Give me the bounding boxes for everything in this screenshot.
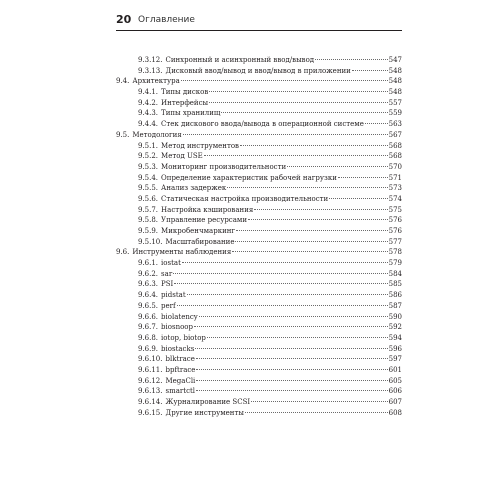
toc-entry-page: 601 bbox=[388, 365, 402, 374]
toc-entry-number: 9.4.3. bbox=[138, 109, 159, 118]
toc-dot-leader bbox=[173, 273, 387, 274]
toc-dot-leader bbox=[183, 134, 388, 135]
toc-dot-leader bbox=[235, 241, 387, 242]
toc-entry-number: 9.6.3. bbox=[138, 280, 159, 289]
toc-entry-page: 607 bbox=[388, 398, 402, 406]
toc-entry-number: 9.5.7. bbox=[138, 205, 159, 214]
toc-entry-title: iostat bbox=[161, 259, 181, 268]
toc-entry-page: 605 bbox=[388, 376, 402, 385]
toc-entry-number: 9.5. bbox=[116, 130, 130, 139]
toc-entry-title: Журналирование SCSI bbox=[165, 398, 251, 406]
toc-entry-number: 9.6.12. bbox=[138, 376, 163, 385]
toc-subsection-entry bbox=[116, 354, 402, 365]
toc-entry-number: 9.6.14. bbox=[138, 398, 163, 406]
toc-entry-page: 570 bbox=[388, 162, 402, 171]
toc-entry-page: 597 bbox=[388, 355, 402, 364]
toc-subsection-entry bbox=[116, 215, 402, 226]
toc-entry-title: biosnoop bbox=[161, 323, 193, 332]
toc-entry-title: Стек дискового ввода/вывода в операционной системе bbox=[161, 120, 364, 129]
toc-entry-title: biostacks bbox=[161, 344, 195, 353]
toc-entry-page: 574 bbox=[388, 194, 402, 203]
toc-entry-page: 577 bbox=[388, 237, 402, 246]
toc-entry-title: perf bbox=[161, 301, 176, 310]
toc-dot-leader bbox=[338, 177, 388, 178]
toc-entry-page: 548 bbox=[388, 66, 402, 75]
toc-entry-number: 9.6.15. bbox=[138, 408, 163, 417]
toc-entry-number: 9.6.6. bbox=[138, 312, 159, 321]
toc-entry-title: Анализ задержек bbox=[161, 184, 227, 193]
toc-entry-number: 9.5.10. bbox=[138, 237, 163, 246]
toc-dot-leader bbox=[196, 358, 388, 359]
toc-dot-leader bbox=[177, 305, 388, 306]
toc-entry-number: 9.4.4. bbox=[138, 120, 159, 129]
toc-dot-leader bbox=[287, 166, 387, 167]
toc-entry-number: 9.6.1. bbox=[138, 259, 159, 268]
toc-entry-title: Другие инструменты bbox=[165, 408, 244, 417]
toc-entry-title: Микробенчмаркинг bbox=[161, 227, 236, 235]
toc-subsection-entry bbox=[116, 66, 402, 77]
toc-dot-leader bbox=[254, 209, 387, 210]
toc-dot-leader bbox=[315, 59, 388, 60]
toc-entry-title: Интерфейсы bbox=[161, 98, 209, 107]
toc-dot-leader bbox=[227, 187, 387, 188]
toc-entry-page: 606 bbox=[388, 387, 402, 396]
table-of-contents bbox=[116, 55, 402, 418]
toc-entry-page: 575 bbox=[388, 205, 402, 214]
toc-subsection-entry bbox=[116, 87, 402, 98]
running-title: Оглавление bbox=[138, 15, 195, 25]
toc-dot-leader bbox=[236, 230, 388, 231]
toc-entry-title: smartctl bbox=[165, 387, 196, 396]
toc-subsection-entry bbox=[116, 386, 402, 397]
toc-subsection-entry bbox=[116, 322, 402, 333]
toc-dot-leader bbox=[187, 294, 388, 295]
toc-entry-page: 587 bbox=[388, 301, 402, 310]
toc-dot-leader bbox=[199, 316, 388, 317]
toc-entry-number: 9.6.7. bbox=[138, 323, 159, 332]
toc-dot-leader bbox=[195, 348, 387, 349]
toc-entry-title: Настройка кэширования bbox=[161, 205, 254, 214]
toc-entry-page: 548 bbox=[388, 77, 402, 86]
toc-subsection-entry bbox=[116, 119, 402, 130]
toc-dot-leader bbox=[240, 145, 388, 146]
toc-entry-number: 9.5.2. bbox=[138, 152, 159, 161]
toc-entry-number: 9.5.6. bbox=[138, 194, 159, 203]
toc-subsection-entry bbox=[116, 365, 402, 376]
toc-dot-leader bbox=[204, 155, 388, 156]
toc-entry-number: 9.6.10. bbox=[138, 355, 163, 364]
toc-entry-number: 9.3.12. bbox=[138, 56, 163, 64]
toc-section-entry bbox=[116, 247, 402, 258]
toc-entry-page: 548 bbox=[388, 88, 402, 97]
toc-entry-number: 9.5.4. bbox=[138, 173, 159, 182]
toc-entry-number: 9.5.5. bbox=[138, 184, 159, 193]
toc-entry-page: 594 bbox=[388, 333, 402, 342]
toc-entry-title: sar bbox=[161, 269, 173, 278]
page-header bbox=[116, 13, 402, 27]
toc-entry-number: 9.4.2. bbox=[138, 98, 159, 107]
toc-entry-number: 9.6.13. bbox=[138, 387, 163, 396]
toc-entry-page: 563 bbox=[388, 120, 402, 129]
toc-entry-title: pidstat bbox=[161, 291, 186, 300]
toc-subsection-entry bbox=[116, 162, 402, 173]
toc-entry-number: 9.6.11. bbox=[138, 365, 163, 374]
toc-entry-title: Масштабирование bbox=[165, 237, 235, 246]
toc-entry-title: bpftrace bbox=[165, 365, 196, 374]
toc-entry-number: 9.5.1. bbox=[138, 141, 159, 150]
toc-entry-title: blktrace bbox=[165, 355, 195, 364]
toc-entry-title: iotop, biotop bbox=[161, 333, 206, 342]
toc-subsection-entry bbox=[116, 258, 402, 269]
toc-entry-title: Мониторинг производительности bbox=[161, 162, 287, 171]
toc-entry-title: Архитектура bbox=[132, 77, 180, 86]
toc-subsection-entry bbox=[116, 312, 402, 323]
toc-entry-page: 586 bbox=[388, 291, 402, 300]
toc-dot-leader bbox=[196, 369, 387, 370]
toc-dot-leader bbox=[182, 262, 388, 263]
toc-entry-page: 568 bbox=[388, 141, 402, 150]
toc-dot-leader bbox=[209, 91, 387, 92]
toc-entry-title: Дисковый ввод/вывод и ввод/вывод в приложении bbox=[165, 66, 351, 75]
toc-entry-page: 579 bbox=[388, 259, 402, 268]
toc-dot-leader bbox=[221, 112, 387, 113]
toc-subsection-entry bbox=[116, 376, 402, 387]
toc-dot-leader bbox=[245, 412, 388, 413]
toc-entry-title: Синхронный и асинхронный ввод/вывод bbox=[165, 56, 315, 64]
toc-entry-page: 571 bbox=[388, 173, 402, 182]
toc-dot-leader bbox=[248, 219, 388, 220]
toc-entry-page: 585 bbox=[388, 280, 402, 289]
toc-dot-leader bbox=[329, 198, 387, 199]
toc-subsection-entry bbox=[116, 141, 402, 152]
toc-entry-number: 9.5.3. bbox=[138, 162, 159, 171]
toc-entry-number: 9.6.2. bbox=[138, 269, 159, 278]
toc-entry-title: MegaCli bbox=[165, 376, 196, 385]
toc-subsection-entry bbox=[116, 98, 402, 109]
toc-dot-leader bbox=[181, 80, 388, 81]
toc-entry-number: 9.6. bbox=[116, 248, 130, 257]
toc-subsection-entry bbox=[116, 344, 402, 355]
toc-entry-page: 568 bbox=[388, 152, 402, 161]
toc-entry-title: Методология bbox=[132, 130, 182, 139]
toc-entry-page: 576 bbox=[388, 227, 402, 235]
toc-subsection-entry bbox=[116, 290, 402, 301]
toc-entry-page: 584 bbox=[388, 269, 402, 278]
toc-entry-number: 9.3.13. bbox=[138, 66, 163, 75]
toc-entry-title: Типы хранилищ bbox=[161, 109, 221, 118]
toc-entry-number: 9.6.8. bbox=[138, 333, 159, 342]
toc-dot-leader bbox=[196, 390, 388, 391]
toc-entry-title: biolatency bbox=[161, 312, 198, 321]
toc-entry-page: 578 bbox=[388, 248, 402, 257]
toc-entry-title: Определение характеристик рабочей нагрузки bbox=[161, 173, 337, 182]
toc-dot-leader bbox=[352, 70, 388, 71]
toc-subsection-entry bbox=[116, 205, 402, 216]
toc-entry-page: 559 bbox=[388, 109, 402, 118]
toc-entry-number: 9.6.9. bbox=[138, 344, 159, 353]
toc-section-entry bbox=[116, 76, 402, 87]
toc-subsection-entry bbox=[116, 194, 402, 205]
page-number: 20 bbox=[116, 13, 132, 26]
toc-entry-page: 590 bbox=[388, 312, 402, 321]
toc-dot-leader bbox=[196, 380, 387, 381]
toc-subsection-entry bbox=[116, 55, 402, 66]
toc-entry-page: 596 bbox=[388, 344, 402, 353]
toc-dot-leader bbox=[174, 283, 387, 284]
toc-entry-number: 9.4. bbox=[116, 77, 130, 86]
toc-subsection-entry bbox=[116, 151, 402, 162]
toc-subsection-entry bbox=[116, 408, 402, 419]
toc-entry-page: 573 bbox=[388, 184, 402, 193]
toc-entry-title: Метод инструментов bbox=[161, 141, 239, 150]
toc-dot-leader bbox=[194, 326, 388, 327]
toc-subsection-entry bbox=[116, 279, 402, 290]
toc-entry-number: 9.6.5. bbox=[138, 301, 159, 310]
toc-entry-title: Управление ресурсами bbox=[161, 216, 248, 225]
toc-entry-number: 9.6.4. bbox=[138, 291, 159, 300]
toc-entry-title: Инструменты наблюдения bbox=[132, 248, 232, 257]
toc-dot-leader bbox=[365, 123, 388, 124]
toc-subsection-entry bbox=[116, 108, 402, 119]
toc-dot-leader bbox=[207, 337, 388, 338]
toc-subsection-entry bbox=[116, 226, 402, 237]
toc-entry-title: Типы дисков bbox=[161, 88, 209, 97]
toc-entry-page: 592 bbox=[388, 323, 402, 332]
toc-subsection-entry bbox=[116, 183, 402, 194]
header-rule bbox=[116, 30, 402, 31]
toc-subsection-entry bbox=[116, 397, 402, 408]
toc-entry-page: 608 bbox=[388, 408, 402, 417]
toc-subsection-entry bbox=[116, 237, 402, 248]
toc-entry-page: 576 bbox=[388, 216, 402, 225]
toc-entry-page: 567 bbox=[388, 130, 402, 139]
toc-dot-leader bbox=[209, 102, 388, 103]
toc-subsection-entry bbox=[116, 173, 402, 184]
toc-entry-number: 9.5.9. bbox=[138, 227, 159, 235]
toc-dot-leader bbox=[232, 251, 387, 252]
toc-entry-number: 9.4.1. bbox=[138, 88, 159, 97]
toc-entry-title: Метод USE bbox=[161, 152, 203, 161]
toc-entry-page: 557 bbox=[388, 98, 402, 107]
toc-subsection-entry bbox=[116, 269, 402, 280]
toc-section-entry bbox=[116, 130, 402, 141]
toc-dot-leader bbox=[251, 401, 387, 402]
toc-entry-number: 9.5.8. bbox=[138, 216, 159, 225]
toc-entry-title: PSI bbox=[161, 280, 174, 289]
toc-subsection-entry bbox=[116, 301, 402, 312]
toc-subsection-entry bbox=[116, 333, 402, 344]
toc-entry-page: 547 bbox=[388, 56, 402, 64]
toc-entry-title: Статическая настройка производительности bbox=[161, 194, 329, 203]
